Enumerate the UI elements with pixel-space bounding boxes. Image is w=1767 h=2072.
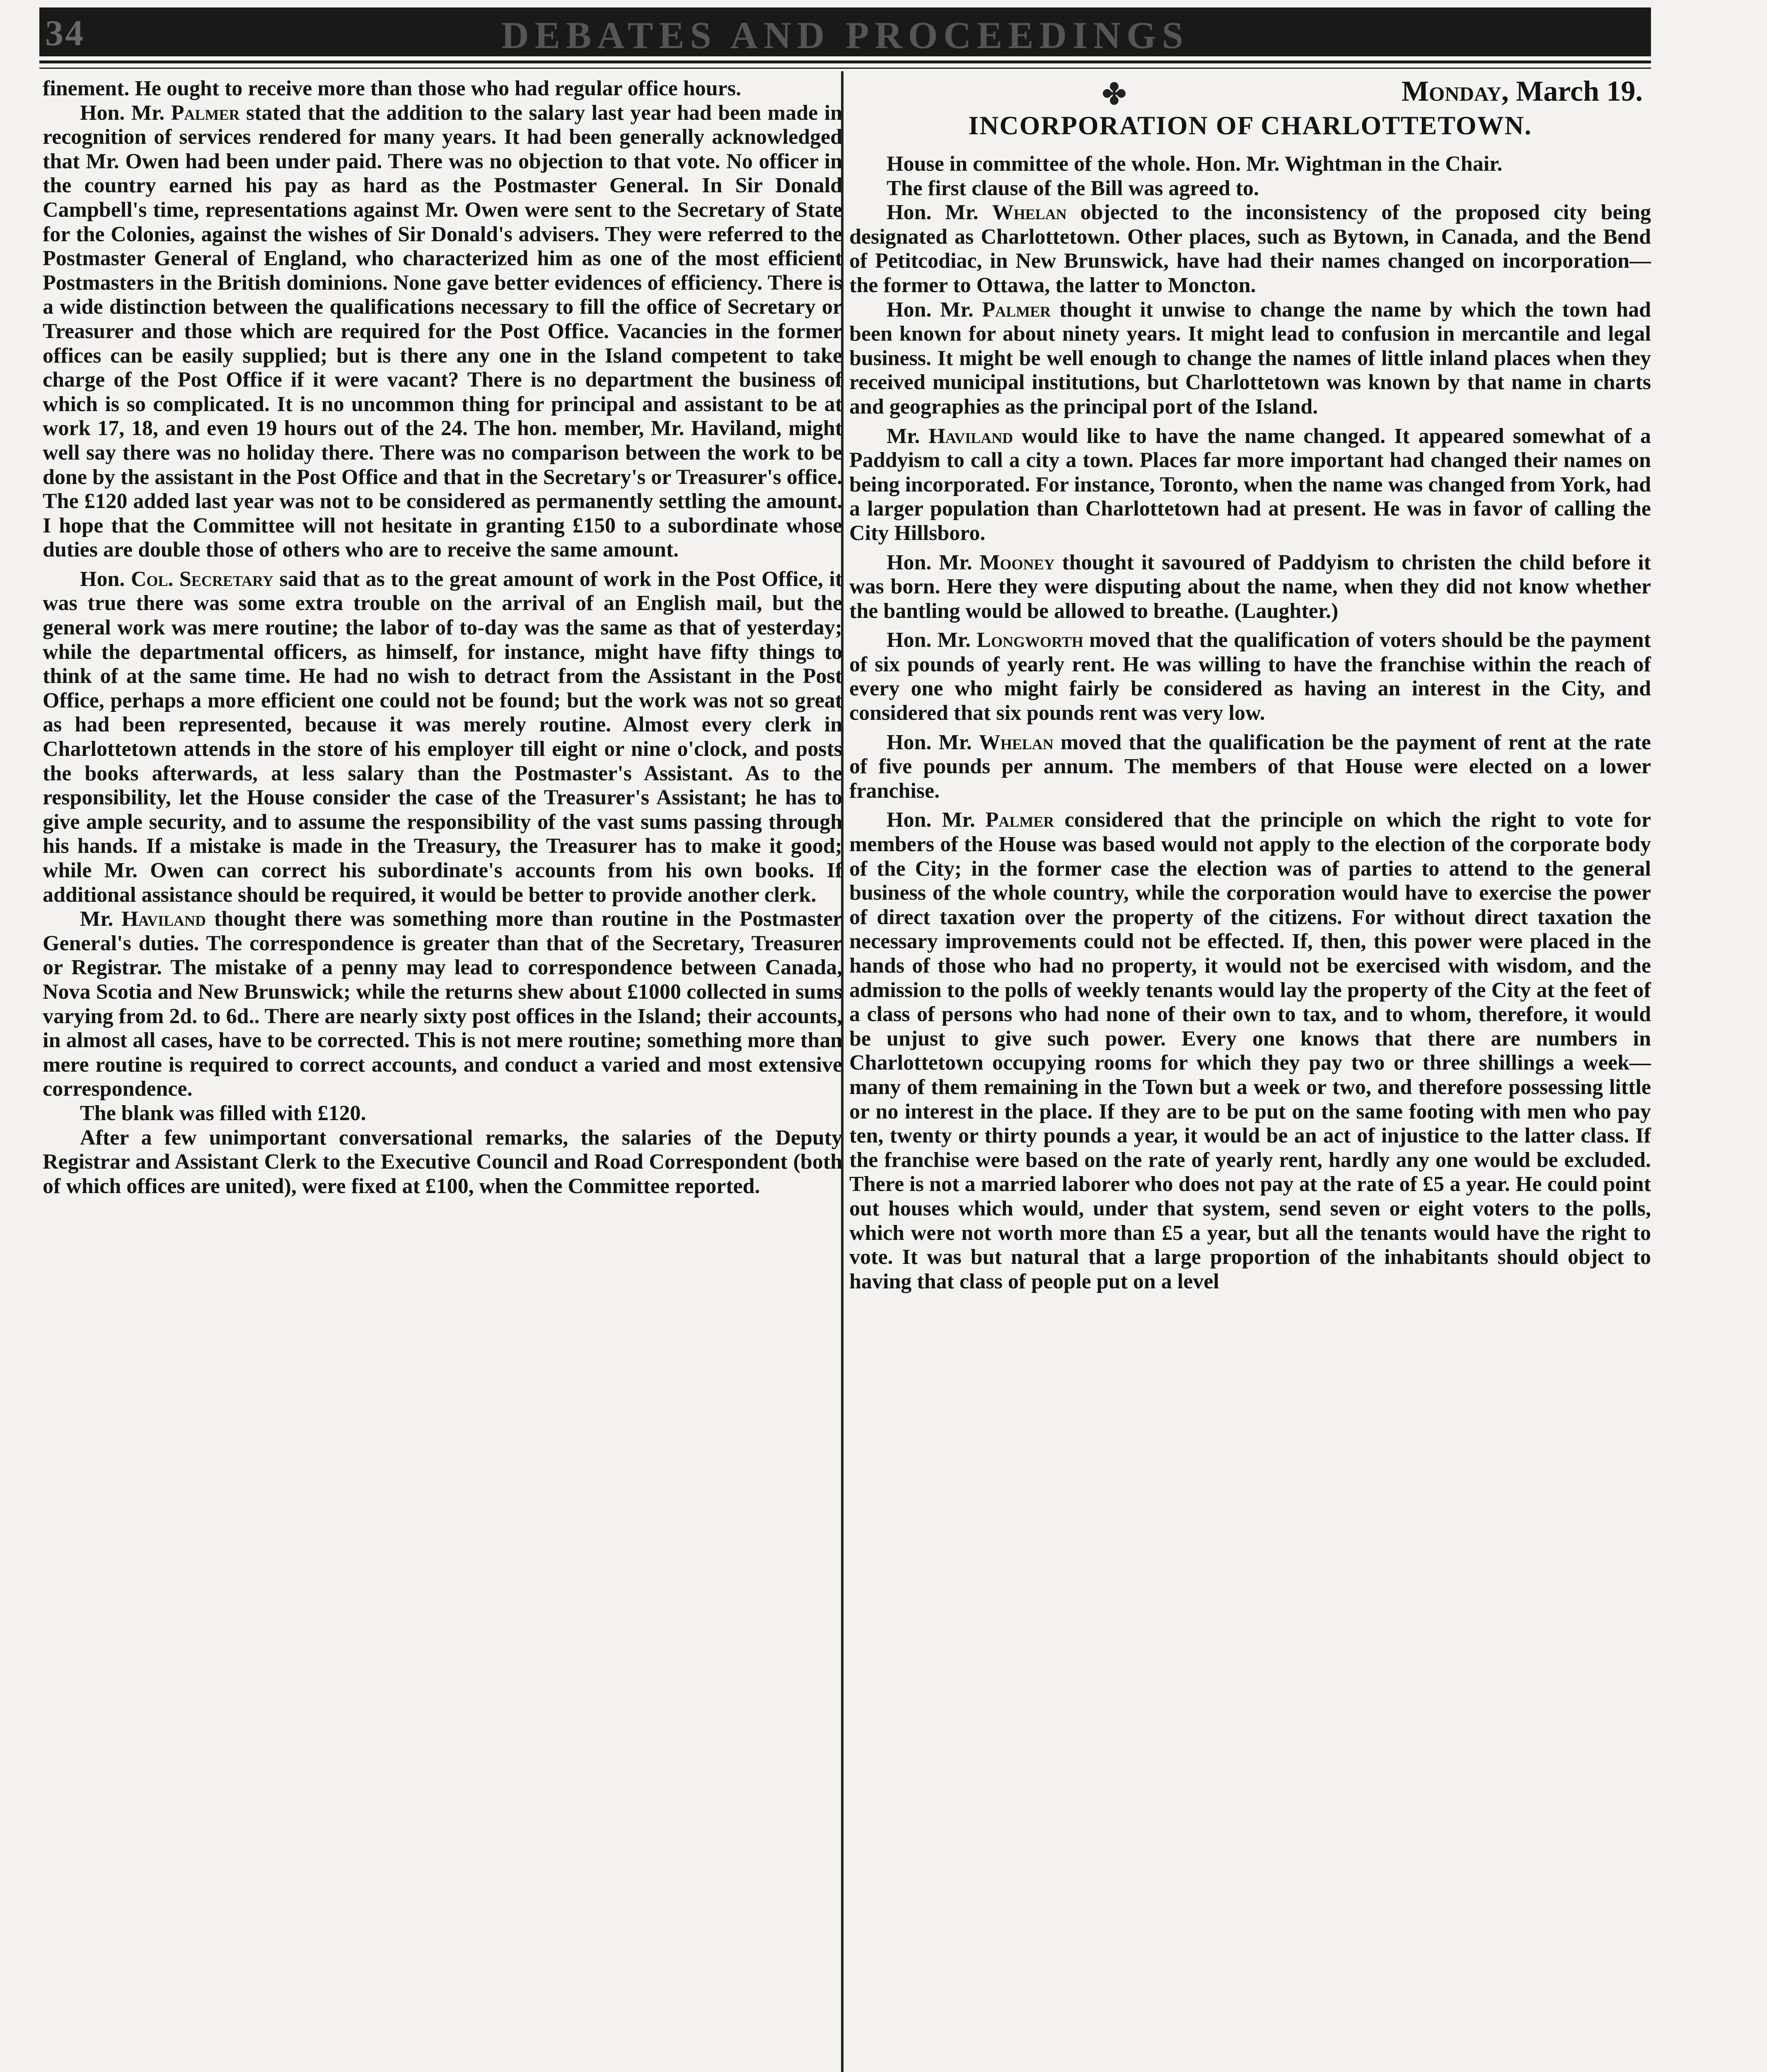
speaker-title: Hon. Mr. (887, 298, 982, 322)
paragraph (43, 567, 842, 907)
speaker-title: Hon. Mr. (887, 808, 986, 832)
ornament-icon: ✤ (1102, 79, 1126, 111)
paragraph: House in committee of the whole. Hon. Mr. Wightman in the Chair. (887, 152, 1503, 176)
page-number: 34 (45, 13, 85, 53)
speaker-title: Hon. Mr. (887, 730, 979, 754)
speaker-name: Palmer (985, 808, 1054, 832)
speaker-title: Mr. (887, 424, 929, 448)
speaker-name: Haviland (121, 907, 206, 931)
speaker-title: Hon. Mr. (887, 628, 977, 652)
paragraph-text: said that as to the great amount of work in the Post Office, it was true there was some extra trouble on the arrival of an English mail, but the general work was mere routine; the labor of to-day was the same as that of yesterday; while the departmental officers, as himself, for instance, might have fifty things to think of at the same time. He had no wish to detract from the Assistant in the Post Office, perhaps a more efficient one could not be found; but the work was not so great as had been represented, because it was merely routine. Almost every clerk in Charlottetown attends in the store of his employer till eight or nine o'clock, and posts the books afterwards, at less salary than the Postmaster's Assistant. As to the responsibility, let the House consider the case of the Treasurer's Assistant; he has to give ample security, and to assume the responsibility of the vast sums passing through his hands. If a mistake is made in the Treasury, the Treasurer has to make it good; while Mr. Owen can correct his subordinate's accounts from his own books. If additional assistance should be required, it would be better to provide another clerk. (43, 567, 843, 907)
paragraph: The first clause of the Bill was agreed to. (887, 176, 1259, 200)
paragraph-text: objected to the inconsistency of the proposed city being designated as Charlottetown. Other places, such as Bytown, in Canada, and the Bend of Petitcodiac, in New Brunswick, have had their names changed on incorporation—the former to Ottawa, the latter to Moncton. (849, 201, 1651, 297)
header-rule-thick (39, 61, 1651, 63)
paragraph (849, 424, 1651, 546)
speaker-name: Palmer (171, 101, 240, 125)
page-header (39, 7, 1651, 56)
section-title: INCORPORATION OF CHARLOTTETOWN. (968, 111, 1532, 140)
speaker-name: Col. Secretary (131, 567, 273, 591)
speaker-title: Hon. Mr. (887, 201, 992, 225)
paragraph (849, 731, 1651, 804)
header-rule-thin (39, 68, 1651, 69)
speaker-name: Palmer (982, 298, 1051, 322)
date-day: Monday, (1401, 75, 1509, 107)
paragraph (849, 628, 1651, 725)
right-column (849, 77, 1651, 1294)
paragraph-text: stated that the addition to the salary last year had been made in recognition of services rendered for many years. It had been generally acknowledged that Mr. Owen had been under paid. There was no objection to that vote. No officer in the country earned his pay as hard as the Postmaster General. In Sir Donald Campbell's time, representations against Mr. Owen were sent to the Secretary of State for the Colonies, against the wishes of Sir Donald's advisers. They were referred to the Postmaster General of England, who characterized him as one of the most efficient Postmasters in the British dominions. None gave better evidences of efficiency. There is a wide distinction between the qualifications necessary to fill the office of Secretary or Treasurer and those which are required for the Post Office. Vacancies in the former offices can be easily supplied; but is there any one in the Island competent to take charge of the Post Office if it were vacant? There is no department the business of which is so complicated. It is no uncommon thing for principal and assistant to be at work 17, 18, and even 19 hours out of the 24. The hon. member, Mr. Haviland, might well say there was no holiday there. There was no comparison between the work to be done by the assistant in the Post Office and that in the Secretary's or Treasurer's office. The £120 added last year was not to be considered as permanently settling the amount. I hope that the Committee will not hesitate in granting £150 to a subordinate whose duties are double those of others who are to receive the same amount. (43, 101, 842, 562)
speaker-name: Whelan (979, 730, 1054, 754)
paragraph (43, 907, 842, 1101)
speaker-name: Whelan (992, 201, 1067, 225)
paragraph-text: thought it unwise to change the name by which the town had been known for about ninety years. It might lead to confusion in mercantile and legal business. It might be well enough to change the names of little inland places when they received municipal institutions, but Charlottetown was known by that name in charts and geographies as the principal port of the Island. (849, 298, 1651, 419)
paragraph: finement. He ought to receive more than those who had regular office hours. (43, 77, 741, 100)
left-column (43, 77, 842, 1198)
paragraph-text: thought it savoured of Paddyism to christen the child before it was born. Here they were disputing about the name, when they did not know whether the bantling would be allowed to breathe. (Laughter.) (849, 550, 1651, 623)
speaker-title: Hon. Mr. (887, 550, 980, 574)
paragraph (849, 808, 1651, 1294)
paragraph-text: thought there was something more than routine in the Postmaster General's duties. The correspondence is greater than that of the Secretary, Treasurer or Registrar. The mistake of a penny may lead to correspondence between Canada, Nova Scotia and New Brunswick; while the returns shew about £1000 collected in sums varying from 2d. to 6d.. There are nearly sixty post offices in the Island; their accounts, in almost all cases, have to be corrected. This is not mere routine; something more than mere routine is required to correct accounts, and conduct a varied and most extensive correspondence. (43, 907, 842, 1101)
paragraph (43, 101, 842, 562)
speaker-title: Hon. Mr. (80, 101, 171, 125)
running-head: DEBATES AND PROCEEDINGS (501, 14, 1189, 56)
speaker-name: Haviland (928, 424, 1013, 448)
date-line (849, 75, 1651, 111)
paragraph-text: moved that the qualification be the payment of rent at the rate of five pounds per annum. The members of that House were elected on a lower franchise. (849, 730, 1651, 803)
paragraph-text: would like to have the name changed. It appeared somewhat of a Paddyism to call a city a town. Places far more important had changed their names on being incorporated. For instance, Toronto, when the name was changed from York, had a larger population than Charlottetown had at present. He was in favor of calling the City Hillsboro. (849, 424, 1651, 545)
paragraph-text: considered that the principle on which the right to vote for members of the House was based would not apply to the election of the corporate body of the City; in the former case the election was of parties to attend to the general business of the whole country, while the corporation would have to exercise the power of direct taxation over the property of the citizens. For without direct taxation the necessary improvements could not be effected. If, then, this power were placed in the hands of those who had no property, it would not be exercised with wisdom, and the admission to the polls of weekly tenants would lay the property of the City at the feet of a class of persons who had none of their own to tax, and to whom, therefore, it would be unjust to give such power. Every one knows that there are numbers in Charlottetown occupying rooms for which they pay two or three shillings a week—many of them remaining in the Town but a week or two, and therefore possessing little or no interest in the place. If they are to be put on the same footing with men who pay ten, twenty or thirty pounds a year, it would be an act of injustice to the latter class. If the franchise were based on the rate of yearly rent, hardly any one would be excluded. There is not a married laborer who does not pay at the rate of £5 a year. He could point out houses which would, under that system, send seven or eight voters to the polls, which were not worth more than £5 a year, but all the tenants would have the right to vote. It was but natural that a large proportion of the inhabitants should object to having that class of people put on a level (849, 808, 1651, 1293)
paragraph (849, 201, 1651, 298)
date-text: March 19. (1508, 75, 1643, 107)
paragraph-text: moved that the qualification of voters should be the payment of six pounds of yearly rent. He was willing to have the franchise within the reach of every one who might fairly be considered as having an interest in the City, and considered that six pounds rent was very low. (849, 628, 1651, 725)
speaker-name: Mooney (979, 550, 1055, 574)
paragraph: The blank was filled with £120. (80, 1101, 366, 1125)
speaker-title: Hon. (80, 567, 131, 591)
speaker-title: Mr. (80, 907, 122, 931)
paragraph (849, 551, 1651, 624)
speaker-name: Longworth (977, 628, 1083, 652)
paragraph: After a few unimportant conversational remarks, the salaries of the Deputy Registrar and Assistant Clerk to the Executive Council and Road Correspondent (both of which offices are united), were fixed at £100, when the Committee reported. (43, 1126, 842, 1198)
paragraph (849, 298, 1651, 419)
